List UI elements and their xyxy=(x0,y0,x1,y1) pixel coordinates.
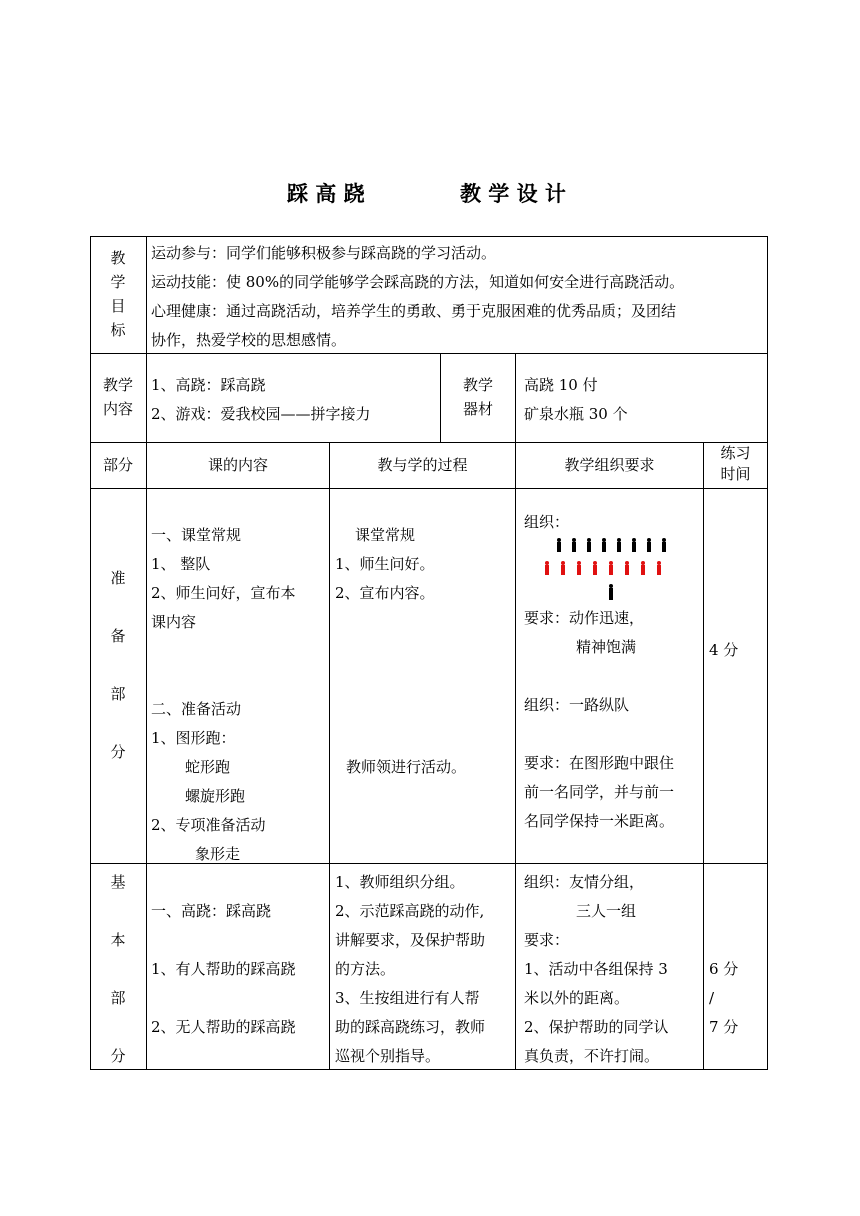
prep-org-req: 要求：动作迅速， 精神饱满 xyxy=(524,609,645,656)
basic-label: 基 本 部 分 xyxy=(110,873,126,1065)
basic-org: 组织：友情分组， 三人一组 要求： 1、活动中各组保持 3 米以外的距离。 2、保护帮助的同学认 真负责，不许打闹。 xyxy=(524,873,669,1065)
content-label: 教学 内容 xyxy=(102,376,133,418)
equipment-label: 教学 器材 xyxy=(462,376,493,418)
content-text: 1、高跷：踩高跷 2、游戏：爱我校园——拼字接力 xyxy=(151,376,371,423)
basic-process: 1、教师组织分组。 2、示范踩高跷的动作, 讲解要求，及保护帮助 的方法。 3、生按组进行有人帮 助的踩高跷练习，教师 巡视个别指导。 xyxy=(335,873,486,1065)
header-process: 教与学的过程 xyxy=(377,456,468,474)
equipment-text: 高跷 10 付 矿泉水瓶 30 个 xyxy=(524,376,628,423)
basic-content: 一、高跷：踩高跷 1、有人帮助的踩高跷 2、无人帮助的踩高跷 xyxy=(151,902,296,1036)
goals-text: 运动参与：同学们能够积极参与踩高跷的学习活动。 运动技能：使 80%的同学能够学会踩高跷的方法，知道如何安全进行高跷活动。 心理健康：通过高跷活动，培养学生的勇敢、勇于克服困难的优秀品质；及团结 协作，热爱学校的思想感情。 xyxy=(151,244,685,349)
title-part2: 教 学 设 计 xyxy=(460,181,566,206)
title-part1: 踩 高 跷 xyxy=(287,181,365,206)
basic-time: 6 分 / 7 分 xyxy=(709,960,739,1036)
prep-process-a: 课堂常规 1、师生问好。 2、宣布内容。 xyxy=(335,526,435,602)
header-time: 练习 时间 xyxy=(720,444,751,483)
header-part: 部分 xyxy=(102,456,133,474)
prep-content-b: 二、准备活动 1、图形跑： 蛇形跑 螺旋形跑 2、专项准备活动 象形走 xyxy=(151,700,266,863)
prep-org-b: 组织：一路纵队 xyxy=(524,696,630,714)
goals-label: 教 学 目 标 xyxy=(110,249,126,339)
prep-org-c: 要求：在图形跑中跟住 前一名同学，并与前一 名同学保持一米距离。 xyxy=(524,754,675,830)
prep-label: 准 备 部 分 xyxy=(110,569,126,761)
formation-figure xyxy=(556,538,676,600)
prep-org-a: 组织： xyxy=(524,513,570,531)
header-org: 教学组织要求 xyxy=(564,456,655,474)
header-content: 课的内容 xyxy=(207,456,268,474)
prep-content-a: 一、课堂常规 1、 整队 2、师生问好，宣布本 课内容 xyxy=(151,526,296,631)
prep-process-b: 教师领进行活动。 xyxy=(346,758,467,776)
lesson-table xyxy=(90,236,768,1070)
prep-time: 4 分 xyxy=(709,641,739,659)
